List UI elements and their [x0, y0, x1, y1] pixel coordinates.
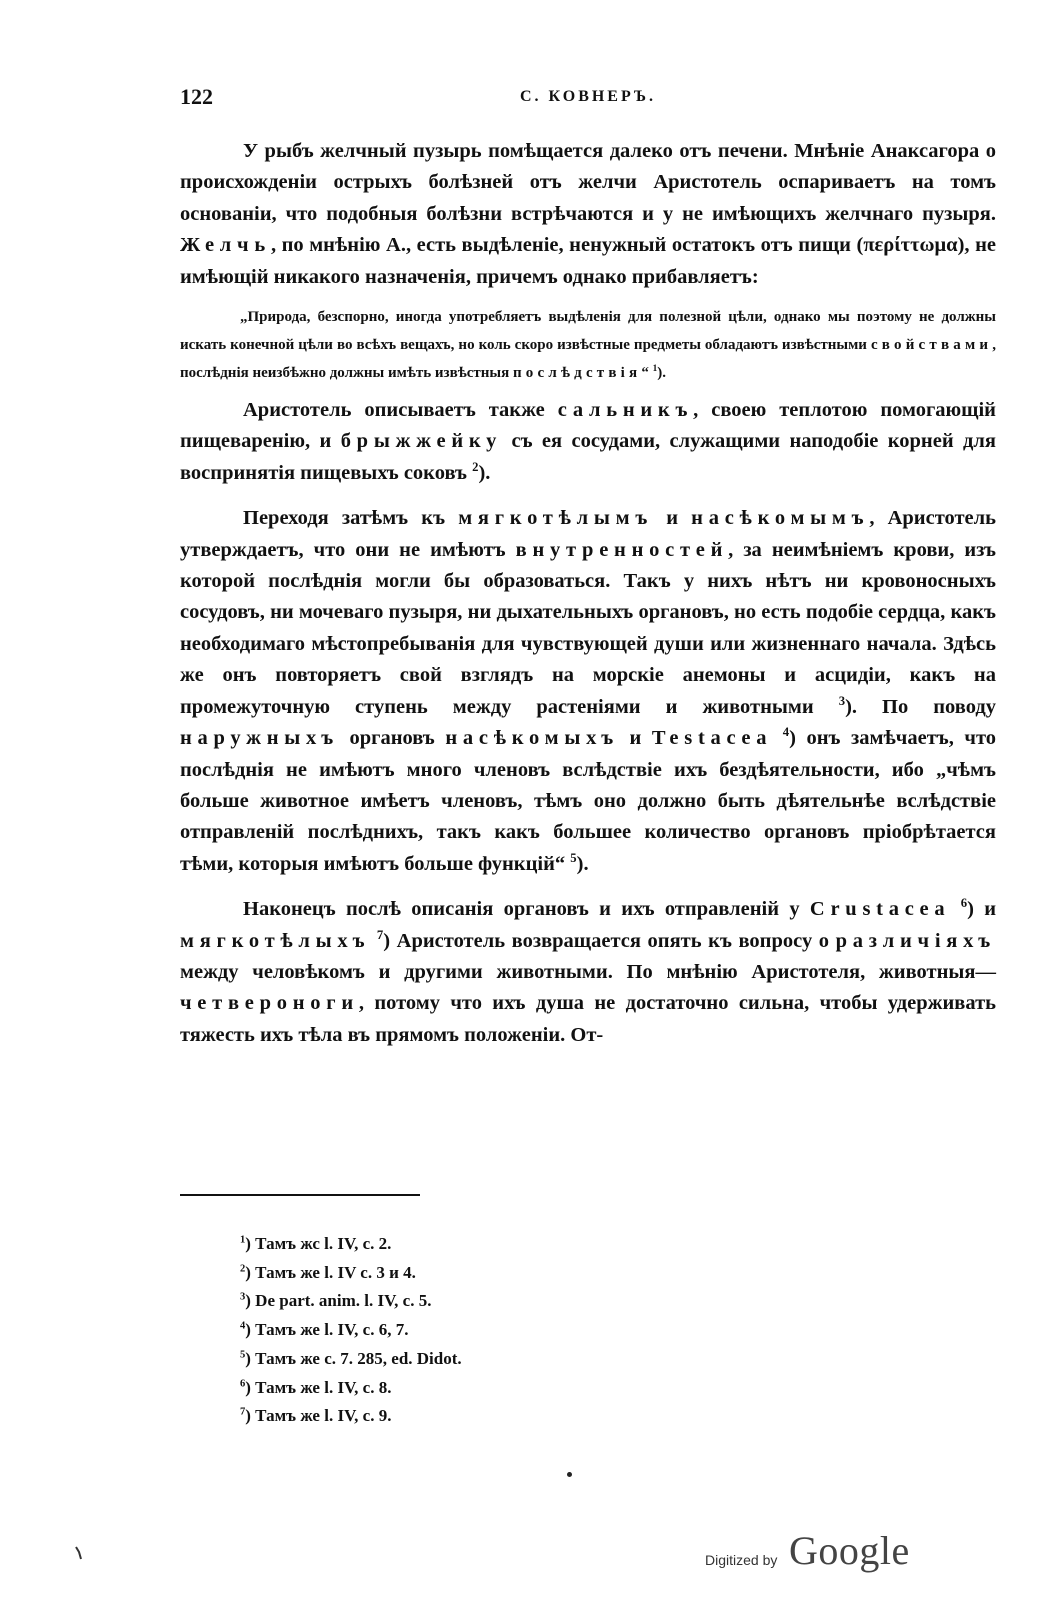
footnote: $^5$) Тамъ же c. 7. 285, ed. Didot.	[240, 1348, 462, 1368]
footnote: $^2$) Тамъ же l. IV c. 3 и 4.	[240, 1262, 416, 1282]
paragraph-1: У рыбъ желчный пузырь помѣщается далеко отъ печени. Мнѣніе Анаксагора о происхожденіи острыхъ болѣзней отъ желчи Аристотель оспариваетъ на томъ основаніи, что подобныя болѣзни встрѣчаются и у не имѣющихъ желчнаго пузыря. Желчь, по мнѣнію А., есть выдѣленіе, ненужный остатокъ отъ пищи (περίττωμα), не имѣющій никакого назначенія, причемъ однако прибавляетъ:	[180, 140, 996, 288]
page-number: 122	[180, 84, 213, 109]
footnote-ref: 3	[838, 693, 846, 708]
footnote: $^1$) Тамъ жс l. IV, c. 2.	[240, 1234, 392, 1253]
footnote-ref: 6	[960, 896, 968, 911]
google-logo: Google	[789, 1528, 910, 1573]
margin-mark-icon	[75, 1546, 83, 1560]
running-head: С. КОВНЕРЪ.	[519, 88, 656, 105]
footnote-ref: 4	[782, 725, 790, 740]
paragraph-2: Аристотель описываетъ также сальникъ, своею теплотою помогающій пищеваренію, и брыжжейку съ ея сосудами, служащими наподобіе корней для воспринятія пищевыхъ соковъ $^2$).	[180, 399, 996, 484]
footnote: $^3$) De part. anim. l. IV, c. 5.	[240, 1291, 432, 1311]
paragraph-3: Переходя затѣмъ къ мягкотѣлымъ и насѣкомымъ, Аристотель утверждаетъ, что они не имѣютъ внутренностей, за неимѣніемъ крови, изъ которой послѣднія могли бы образоваться. Такъ у нихъ нѣтъ ни кровоносныхъ сосудовъ, ни мочеваго пузыря, ни дыхательныхъ органовъ, но есть подобіе сердца, какъ необходимаго мѣстопребыванія для чувствующей души или жизненнаго начала. Здѣсь же онъ повторяетъ свой взглядъ на морскіе анемоны и асцидіи, какъ на промежуточную ступень между растеніями и животными $^3$). По поводу наружныхъ органовъ насѣкомыхъ и Testacea $^4$) онъ замѣчаетъ, что послѣднія не имѣютъ много членовъ вслѣдствіе ихъ бездѣятельности, ибо „чѣмъ больше животное имѣетъ членовъ, тѣмъ оно должно быть дѣятельнѣе вслѣдствіе отправленій послѣднихъ, такъ какъ большее количество органовъ пріобрѣтается тѣми, которыя имѣютъ больше функцій“ $^5$).	[180, 507, 997, 875]
footnote-ref: 7	[376, 927, 384, 942]
quotation: „Природа, безспорно, иногда употребляетъ выдѣленія для полезной цѣли, однако мы поэтому не должны искать конечной цѣли во всѣхъ вещахъ, но коль скоро извѣстные предметы обладаютъ извѣстными свойствами, послѣднія неизбѣжно должны имѣть извѣстныя послѣдствія“ $^1$).	[180, 309, 996, 382]
footnote: $^4$) Тамъ же l. IV, c. 6, 7.	[240, 1320, 409, 1340]
footnote-ref: 2	[472, 460, 479, 475]
footnote-ref: 5	[570, 850, 577, 865]
paragraph-4: Наконецъ послѣ описанія органовъ и ихъ отправленій у Crustacea $^6$) и мягкотѣлыхъ $^7$) Аристотель возвращается опять къ вопросу о различіяхъ между человѣкомъ и другими животными. По мнѣнію Аристотеля, животныя—четвероноги, потому что ихъ душа не достаточно сильна, чтобы удерживать тяжесть ихъ тѣла въ прямомъ положеніи. От-	[180, 896, 997, 1046]
digitized-by-label: Digitized by	[705, 1552, 778, 1568]
main-text	[180, 136, 996, 1051]
ink-speck	[567, 1472, 572, 1477]
footnotes	[240, 1230, 840, 1431]
footnote: $^7$) Тамъ же l. IV, c. 9.	[240, 1406, 392, 1426]
footnote-separator	[180, 1194, 420, 1196]
footnote-ref: 1	[652, 364, 658, 375]
footnote: $^6$) Тамъ же l. IV, c. 8.	[240, 1377, 392, 1397]
google-digitization-credit	[705, 1530, 925, 1576]
page-header	[180, 84, 996, 114]
